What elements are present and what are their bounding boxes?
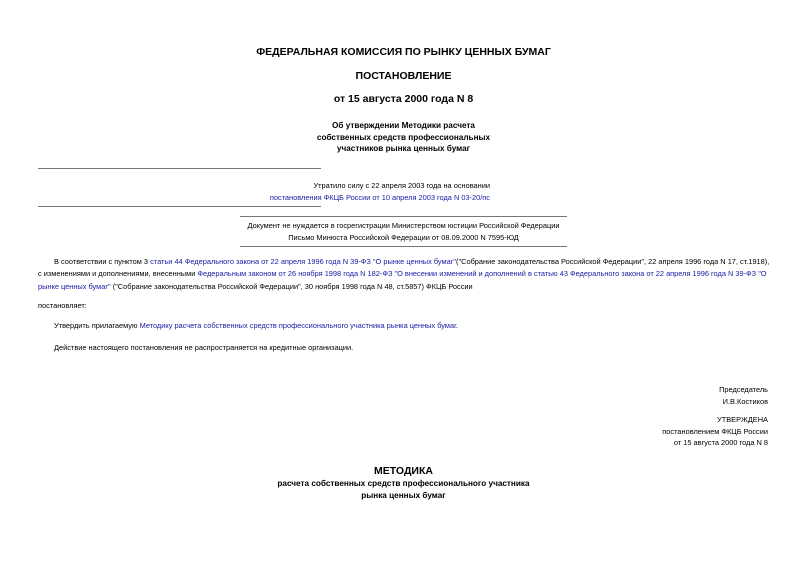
preamble-text: ("Собрание законодательства Российской Федерации", 30 ноября 1998 года N 48, ст.5857) ФКЦБ России bbox=[110, 281, 473, 291]
title-line: участников рынка ценных бумаг bbox=[336, 144, 471, 153]
registration-note-line: Документ не нуждается в госрегистрации Министерством юстиции Российской Федерации bbox=[247, 221, 560, 230]
signature-block bbox=[560, 384, 768, 408]
registration-top-rule bbox=[240, 216, 567, 217]
methodology-subtitle-line: рынка ценных бумаг bbox=[361, 490, 446, 500]
commission-name: ФЕДЕРАЛЬНАЯ КОМИССИЯ ПО РЫНКУ ЦЕННЫХ БУМАГ bbox=[256, 46, 551, 58]
methodology-title: МЕТОДИКА bbox=[374, 465, 433, 477]
item-scope: Действие настоящего постановления не распространяется на кредитные организации. bbox=[54, 343, 354, 352]
approval-stamp bbox=[560, 414, 768, 449]
preamble-text: В соответствии с пунктом 3 bbox=[54, 257, 151, 266]
status-note bbox=[200, 180, 490, 204]
approved-by: постановлением ФКЦБ России bbox=[662, 426, 768, 436]
registration-note bbox=[240, 220, 567, 244]
document-type: ПОСТАНОВЛЕНИЕ bbox=[355, 70, 452, 82]
methodology-subtitle bbox=[0, 478, 807, 501]
approved-date: от 15 августа 2000 года N 8 bbox=[673, 438, 768, 447]
divider bbox=[38, 206, 321, 207]
methodology-link[interactable]: Методику расчета собственных средств профессионального участника рынка ценных бумаг bbox=[139, 321, 456, 330]
law-182fz-link[interactable]: Федеральным законом от 26 ноября 1998 года N 182-ФЗ "О внесении изменений и дополнений в статью 43 Федерального закона от 22 апреля 1996 года N 39-ФЗ "О рынке ценных бумаг" bbox=[38, 269, 767, 291]
preamble-paragraph bbox=[38, 256, 772, 293]
repeal-decree-link[interactable]: постановления ФКЦБ России от 10 апреля 2003 года N 03-20/пс bbox=[269, 193, 490, 202]
item-approve bbox=[54, 321, 458, 330]
signatory-position: Председатель bbox=[719, 385, 768, 394]
divider bbox=[38, 168, 321, 169]
registration-bottom-rule bbox=[240, 246, 567, 247]
methodology-subtitle-line: расчета собственных средств профессионального участника bbox=[277, 479, 530, 488]
preamble-text: ("Собрание законодательства Российской Федерации", 22 апреля 1996 года N 17, ст.1918), с изменениями и дополнениями, внесенными bbox=[38, 257, 770, 279]
title-line: Об утверждении Методики расчета bbox=[332, 121, 475, 130]
item-approve-text: Утвердить прилагаемую bbox=[54, 321, 140, 330]
title-line: собственных средств профессиональных bbox=[316, 132, 491, 142]
resolves-text: постановляет: bbox=[38, 301, 87, 310]
document-title bbox=[0, 120, 807, 155]
document-date-number: от 15 августа 2000 года N 8 bbox=[333, 93, 474, 105]
law-39fz-article-44-link[interactable]: статьи 44 Федерального закона от 22 апреля 1996 года N 39-ФЗ "О рынке ценных бумаг" bbox=[150, 257, 457, 266]
registration-note-line: Письмо Минюста Российской Федерации от 08.09.2000 N 7595-ЮД bbox=[288, 233, 519, 242]
approved-word: УТВЕРЖДЕНА bbox=[717, 415, 768, 424]
signatory-name: И.В.Костиков bbox=[722, 397, 768, 406]
item-approve-end: . bbox=[455, 321, 458, 330]
status-note-text: Утратило силу с 22 апреля 2003 года на основании bbox=[313, 181, 490, 190]
